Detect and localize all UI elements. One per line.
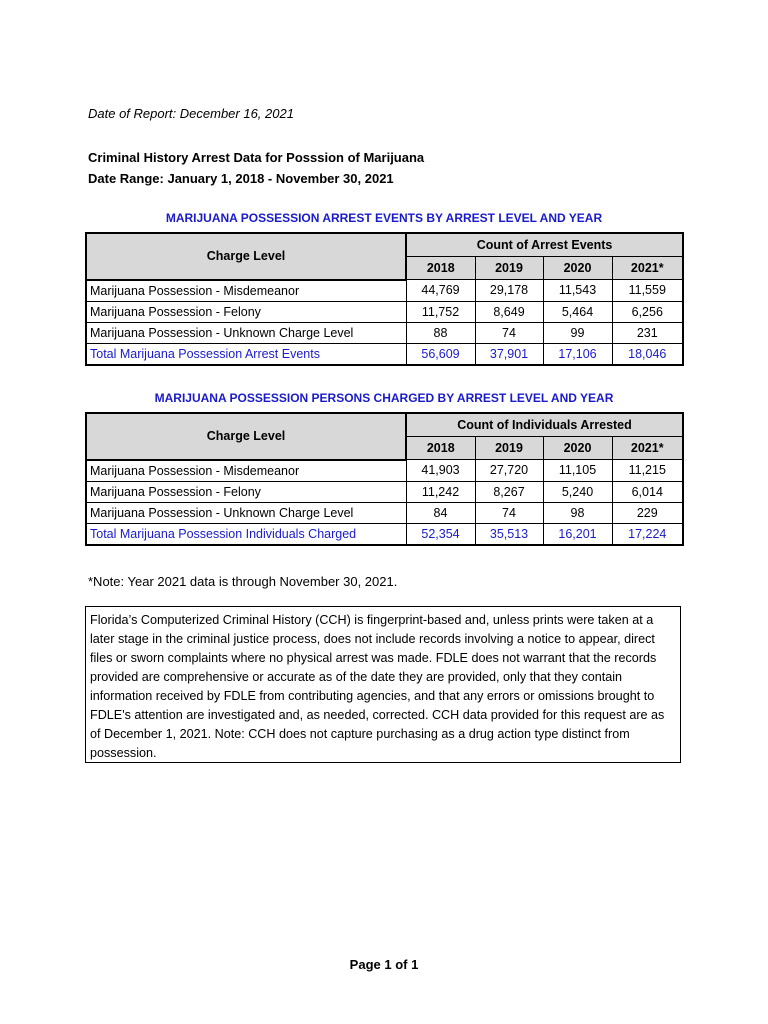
cell-value: 231 xyxy=(612,322,683,343)
row-label: Marijuana Possession - Felony xyxy=(86,481,406,502)
cell-value: 44,769 xyxy=(406,280,475,302)
year-header: 2021* xyxy=(612,257,683,280)
cell-value: 11,215 xyxy=(612,460,683,482)
total-label: Total Marijuana Possession Individuals Charged xyxy=(86,523,406,545)
total-value: 35,513 xyxy=(475,523,543,545)
cell-value: 11,559 xyxy=(612,280,683,302)
total-value: 37,901 xyxy=(475,343,543,365)
table-row xyxy=(86,502,683,523)
total-value: 56,609 xyxy=(406,343,475,365)
cell-value: 5,464 xyxy=(543,301,612,322)
row-label: Marijuana Possession - Unknown Charge Level xyxy=(86,322,406,343)
cell-value: 11,752 xyxy=(406,301,475,322)
cell-value: 27,720 xyxy=(475,460,543,482)
cell-value: 11,242 xyxy=(406,481,475,502)
cell-value: 74 xyxy=(475,322,543,343)
total-label: Total Marijuana Possession Arrest Events xyxy=(86,343,406,365)
cell-value: 8,649 xyxy=(475,301,543,322)
cell-value: 99 xyxy=(543,322,612,343)
cell-value: 98 xyxy=(543,502,612,523)
total-row xyxy=(86,343,683,365)
cell-value: 229 xyxy=(612,502,683,523)
table2-title: MARIJUANA POSSESSION PERSONS CHARGED BY ARREST LEVEL AND YEAR xyxy=(154,391,614,405)
table1-title: MARIJUANA POSSESSION ARREST EVENTS BY ARREST LEVEL AND YEAR xyxy=(165,211,603,225)
year-header: 2019 xyxy=(475,257,543,280)
year-header: 2018 xyxy=(406,437,475,460)
report-heading: Criminal History Arrest Data for Posssion of Marijuana xyxy=(88,150,425,165)
cell-value: 5,240 xyxy=(543,481,612,502)
cell-value: 41,903 xyxy=(406,460,475,482)
total-value: 17,106 xyxy=(543,343,612,365)
row-label: Marijuana Possession - Unknown Charge Level xyxy=(86,502,406,523)
cell-value: 6,014 xyxy=(612,481,683,502)
table-row xyxy=(86,460,683,482)
cell-value: 29,178 xyxy=(475,280,543,302)
cell-value: 6,256 xyxy=(612,301,683,322)
total-value: 16,201 xyxy=(543,523,612,545)
page-number: Page 1 of 1 xyxy=(349,957,419,972)
cell-value: 8,267 xyxy=(475,481,543,502)
cell-value: 11,543 xyxy=(543,280,612,302)
charge-level-header: Charge Level xyxy=(86,233,406,280)
table-row xyxy=(86,322,683,343)
total-value: 18,046 xyxy=(612,343,683,365)
total-value: 17,224 xyxy=(612,523,683,545)
year-header: 2021* xyxy=(612,437,683,460)
year-header: 2018 xyxy=(406,257,475,280)
cell-value: 11,105 xyxy=(543,460,612,482)
year-note: *Note: Year 2021 data is through November 30, 2021. xyxy=(88,574,398,589)
year-header: 2020 xyxy=(543,437,612,460)
count-header: Count of Individuals Arrested xyxy=(406,413,683,437)
arrest-events-table xyxy=(85,232,684,366)
date-range: Date Range: January 1, 2018 - November 30, 2021 xyxy=(88,171,394,186)
row-label: Marijuana Possession - Misdemeanor xyxy=(86,460,406,482)
total-value: 52,354 xyxy=(406,523,475,545)
year-header: 2019 xyxy=(475,437,543,460)
year-header: 2020 xyxy=(543,257,612,280)
persons-charged-table xyxy=(85,412,684,546)
table-row xyxy=(86,280,683,302)
report-date: Date of Report: December 16, 2021 xyxy=(88,106,294,121)
count-header: Count of Arrest Events xyxy=(406,233,683,257)
cell-value: 88 xyxy=(406,322,475,343)
table-row xyxy=(86,481,683,502)
cell-value: 84 xyxy=(406,502,475,523)
row-label: Marijuana Possession - Felony xyxy=(86,301,406,322)
total-row xyxy=(86,523,683,545)
table-row xyxy=(86,301,683,322)
disclaimer-box: Florida’s Computerized Criminal History (CCH) is fingerprint-based and, unless prints were taken at a later stage in the criminal justice process, does not include records involving a notice to appear, direct files or sworn complaints where no physical arrest was made. FDLE does not warrant that the records provided are comprehensive or accurate as of the date they are provided, only that they contain information received by FDLE from contributing agencies, and that any errors or omissions brought to FDLE's attention are investigated and, as needed, corrected. CCH data provided for this request are as of December 1, 2021. Note: CCH does not capture purchasing as a drug action type distinct from possession. xyxy=(85,606,681,763)
cell-value: 74 xyxy=(475,502,543,523)
row-label: Marijuana Possession - Misdemeanor xyxy=(86,280,406,302)
charge-level-header: Charge Level xyxy=(86,413,406,460)
